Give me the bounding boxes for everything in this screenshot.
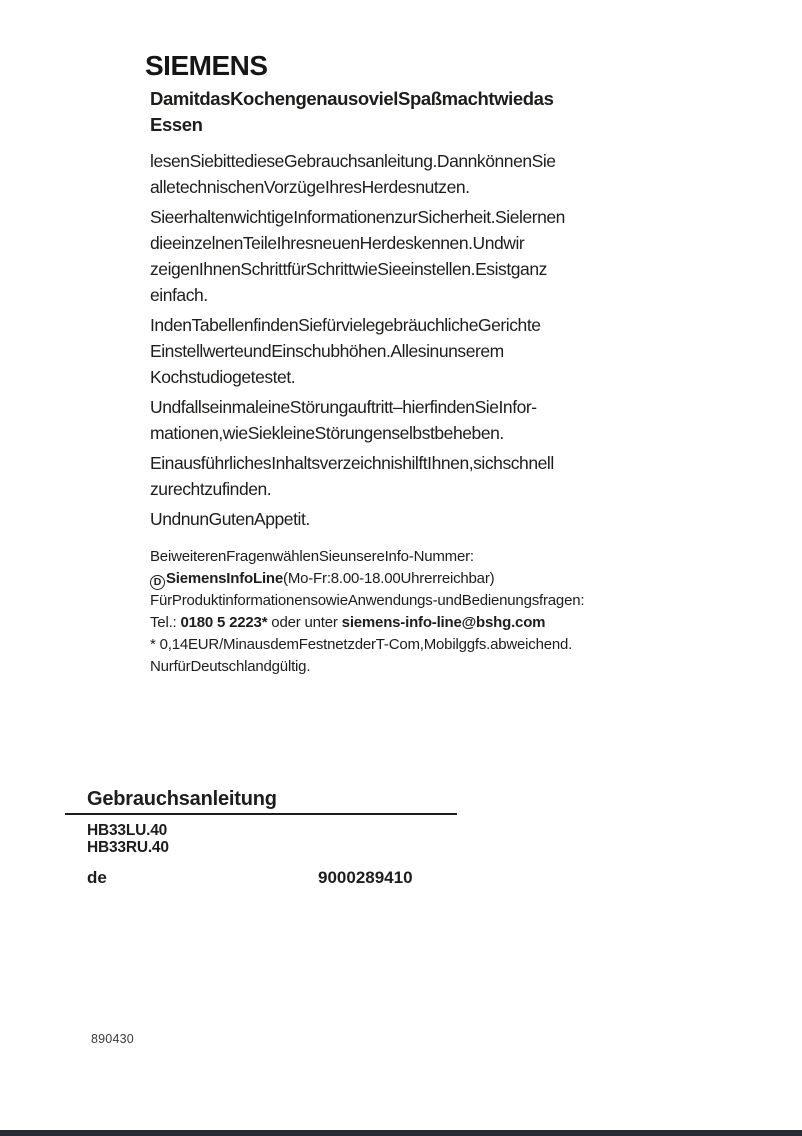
tel-prefix: Tel.: [150, 614, 181, 631]
infoline-row [150, 568, 650, 590]
paragraph-line: SieerhaltenwichtigeInformationenzurSicherheit.Sielernen [150, 207, 565, 227]
validity-note-line: NurfürDeutschlandgültig. [150, 658, 311, 675]
infoline-block [150, 546, 650, 678]
tel-line [150, 612, 650, 634]
paragraph-line: einfach. [150, 285, 208, 305]
model-number: HB33LU.40 [87, 822, 168, 839]
paragraph-line: mationen,wieSiekleineStörungenselbstbeheben. [150, 423, 504, 443]
intro-paragraph-2 [150, 204, 650, 308]
paragraph-line: UndnunGutenAppetit. [150, 509, 310, 529]
infoline-hours: (Mo-Fr:8.00-18.00Uhrerreichbar) [283, 570, 495, 587]
title-rule [65, 813, 457, 815]
intro-paragraph-1 [150, 148, 650, 200]
email-text: siemens-info-line@bshg.com [341, 614, 546, 631]
country-d-icon [150, 575, 165, 590]
paragraph-line: dieeinzelnenTeileIhresneuenHerdeskennen.Undwir [150, 233, 525, 253]
intro-text-block [150, 86, 650, 678]
cover-heading [150, 86, 650, 138]
intro-paragraph-5 [150, 450, 650, 502]
intro-paragraph-6 [150, 506, 650, 532]
model-number: HB33RU.40 [87, 839, 169, 856]
paragraph-line: zeigenIhnenSchrittfürSchrittwieSieeinstellen.Esistganz [150, 259, 547, 279]
page-bottom-bar [0, 1130, 802, 1136]
paragraph-line: lesenSiebittedieseGebrauchsanleitung.DannkönnenSie [150, 151, 556, 171]
paragraph-line: IndenTabellenfindenSiefürvielegebräuchlicheGerichte [150, 315, 541, 335]
info-intro-line: BeiweiterenFragenwählenSieunsereInfo-Nummer: [150, 548, 474, 565]
paragraph-line: zurechtzufinden. [150, 479, 272, 499]
paragraph-line: UndfallseinmaleineStörungauftritt–hierfindenSieInfor- [150, 397, 537, 417]
print-code: 890430 [91, 1032, 134, 1046]
language-order-row [65, 868, 457, 888]
intro-paragraph-4 [150, 394, 650, 446]
siemens-logo: SIEMENS [145, 50, 268, 81]
language-code: de [87, 868, 107, 887]
paragraph-line: alletechnischenVorzügeIhresHerdesnutzen. [150, 177, 470, 197]
paragraph-line: EinstellwerteundEinschubhöhen.Allesinunserem [150, 341, 504, 361]
order-number: 9000289410 [318, 868, 413, 887]
tel-number: 0180 5 2223* [180, 614, 268, 631]
heading-line: DamitdasKochengenausovielSpaßmachtwiedas [150, 88, 554, 109]
tel-middle: oder unter [267, 614, 342, 631]
document-title-block [65, 787, 457, 888]
paragraph-line: EinausführlichesInhaltsverzeichnishilftIhnen,sichschnell [150, 453, 554, 473]
intro-paragraph-3 [150, 312, 650, 390]
country-d-letter: D [153, 576, 162, 588]
infoline-label: SiemensInfoLine [166, 570, 284, 587]
product-info-line: FürProduktinformationensowieAnwendungs-undBedienungsfragen: [150, 592, 585, 609]
paragraph-line: Kochstudiogetestet. [150, 367, 296, 387]
model-numbers [65, 822, 457, 856]
doc-type-title: Gebrauchsanleitung [87, 788, 277, 810]
cost-note-line: * 0,14EUR/MinausdemFestnetzderT-Com,Mobilggfs.abweichend. [150, 636, 573, 653]
heading-line: Essen [150, 114, 203, 135]
